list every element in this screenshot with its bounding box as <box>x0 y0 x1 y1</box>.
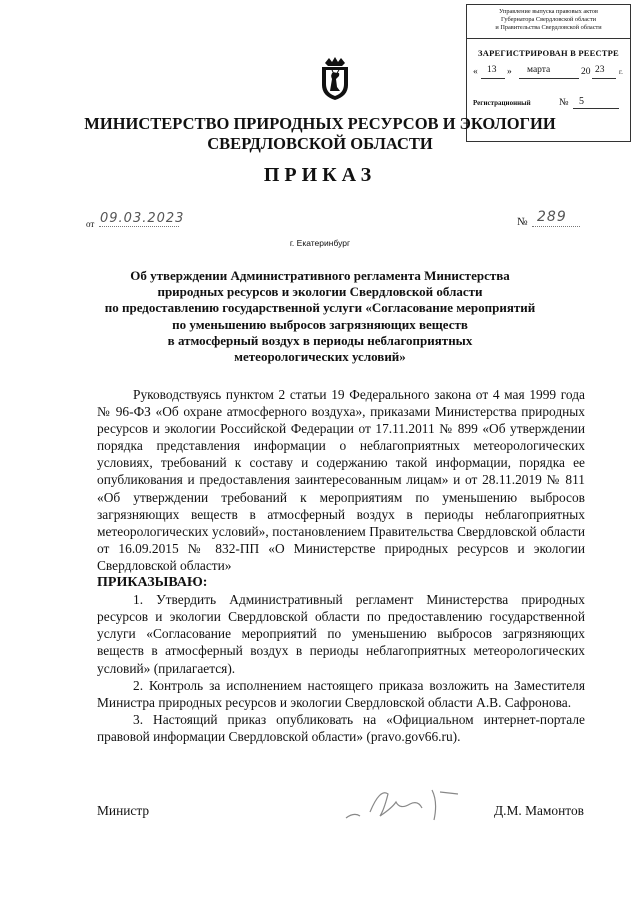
ministry-name-line2: СВЕРДЛОВСКОЙ ОБЛАСТИ <box>207 134 433 153</box>
stamp-reg-label: Регистрационный <box>473 99 531 107</box>
order-word: ПРИКАЗЫВАЮ: <box>97 575 208 591</box>
document-title-line: метеорологических условий» <box>234 349 406 365</box>
order-item-2: 2. Контроль за исполнением настоящего приказа возложить на Заместителя Министра природных ресурсов и экологии Свердловской области А.В. Сафронова. <box>97 677 585 710</box>
document-title-line: природных ресурсов и экологии Свердловской области <box>157 284 483 300</box>
stamp-reg-number: 5 <box>579 96 584 107</box>
signatory-name: Д.М. Мамонтов <box>494 803 584 818</box>
stamp-date <box>467 67 630 87</box>
date-prefix: от <box>86 219 95 229</box>
stamp-year-suffix: 23 <box>595 65 605 75</box>
document-body <box>97 386 585 745</box>
order-title: ПРИКАЗ <box>263 164 377 186</box>
stamp-year-unit: г. <box>619 68 623 76</box>
stamp-month: марта <box>527 65 551 75</box>
number-underline <box>532 226 580 227</box>
stamp-reg-no-sign: № <box>559 97 569 108</box>
number-handwritten: 289 <box>537 209 567 225</box>
order-item-3: 3. Настоящий приказ опубликовать на «Официальном интернет-портале правовой информации Свердловской области» (pravo.gov66.ru). <box>97 711 585 744</box>
date-handwritten: 09.03.2023 <box>100 211 185 226</box>
stamp-day: 13 <box>487 65 497 75</box>
document-title <box>100 268 540 365</box>
stamp-close-quote: » <box>507 67 512 77</box>
stamp-year-prefix: 20 <box>581 67 591 77</box>
stamp-header-line: Управление выпуска правовых актов <box>499 8 598 15</box>
signatory-position: Министр <box>97 803 150 818</box>
stamp-open-quote: « <box>473 67 478 77</box>
stamp-title: ЗАРЕГИСТРИРОВАН В РЕЕСТРЕ <box>478 48 619 58</box>
stamp-header-line: и Правительства Свердловской области <box>495 24 602 31</box>
date-underline <box>99 226 179 227</box>
city: г. Екатеринбург <box>289 238 351 248</box>
number-prefix: № <box>517 216 528 228</box>
ministry-name-line1: МИНИСТЕРСТВО ПРИРОДНЫХ РЕСУРСОВ И ЭКОЛОГИИ <box>84 114 556 133</box>
document-title-line: Об утверждении Административного регламента Министерства <box>130 268 510 283</box>
stamp-header <box>467 5 630 39</box>
document-title-line: по уменьшению выбросов загрязняющих веществ <box>172 316 468 332</box>
document-title-line: в атмосферный воздух в периоды неблагоприятных <box>167 332 473 348</box>
document-title-line: по предоставлению государственной услуги «Согласование мероприятий <box>104 300 536 316</box>
order-item-1: 1. Утвердить Административный регламент Министерства природных ресурсов и экологии Свердловской области по предоставлению государственной услуги «Согласование мероприятий по уменьшению выбросов загрязняющих веществ в атмосферный воздух в периоды неблагоприятных метеорологических условий» (прилагается). <box>97 592 585 676</box>
stamp-header-line: Губернатора Свердловской области <box>501 16 596 23</box>
preamble-paragraph: Руководствуясь пунктом 2 статьи 19 Федерального закона от 4 мая 1999 года № 96-ФЗ «Об охране атмосферного воздуха», приказами Министерства природных ресурсов и экологии Российской Федерации от 17.11.2011 № 899 «Об утверждении порядка представления информации о неблагоприятных метеорологических условиях, требований к составу и содержанию такой информации, порядка ее опубликования и предоставления заинтересованным лицам» и от 28.11.2019 № 811 «Об утверждении требований к мероприятиям по уменьшению выбросов загрязняющих веществ в атмосферный воздух в периоды неблагоприятных метеорологических условий», постановлением Правительства Свердловской области от 16.09.2015 № 832-ПП «О Министерстве природных ресурсов и экологии Свердловской области» <box>97 387 585 573</box>
handwritten-signature <box>340 782 470 824</box>
coat-of-arms-emblem <box>318 57 352 101</box>
